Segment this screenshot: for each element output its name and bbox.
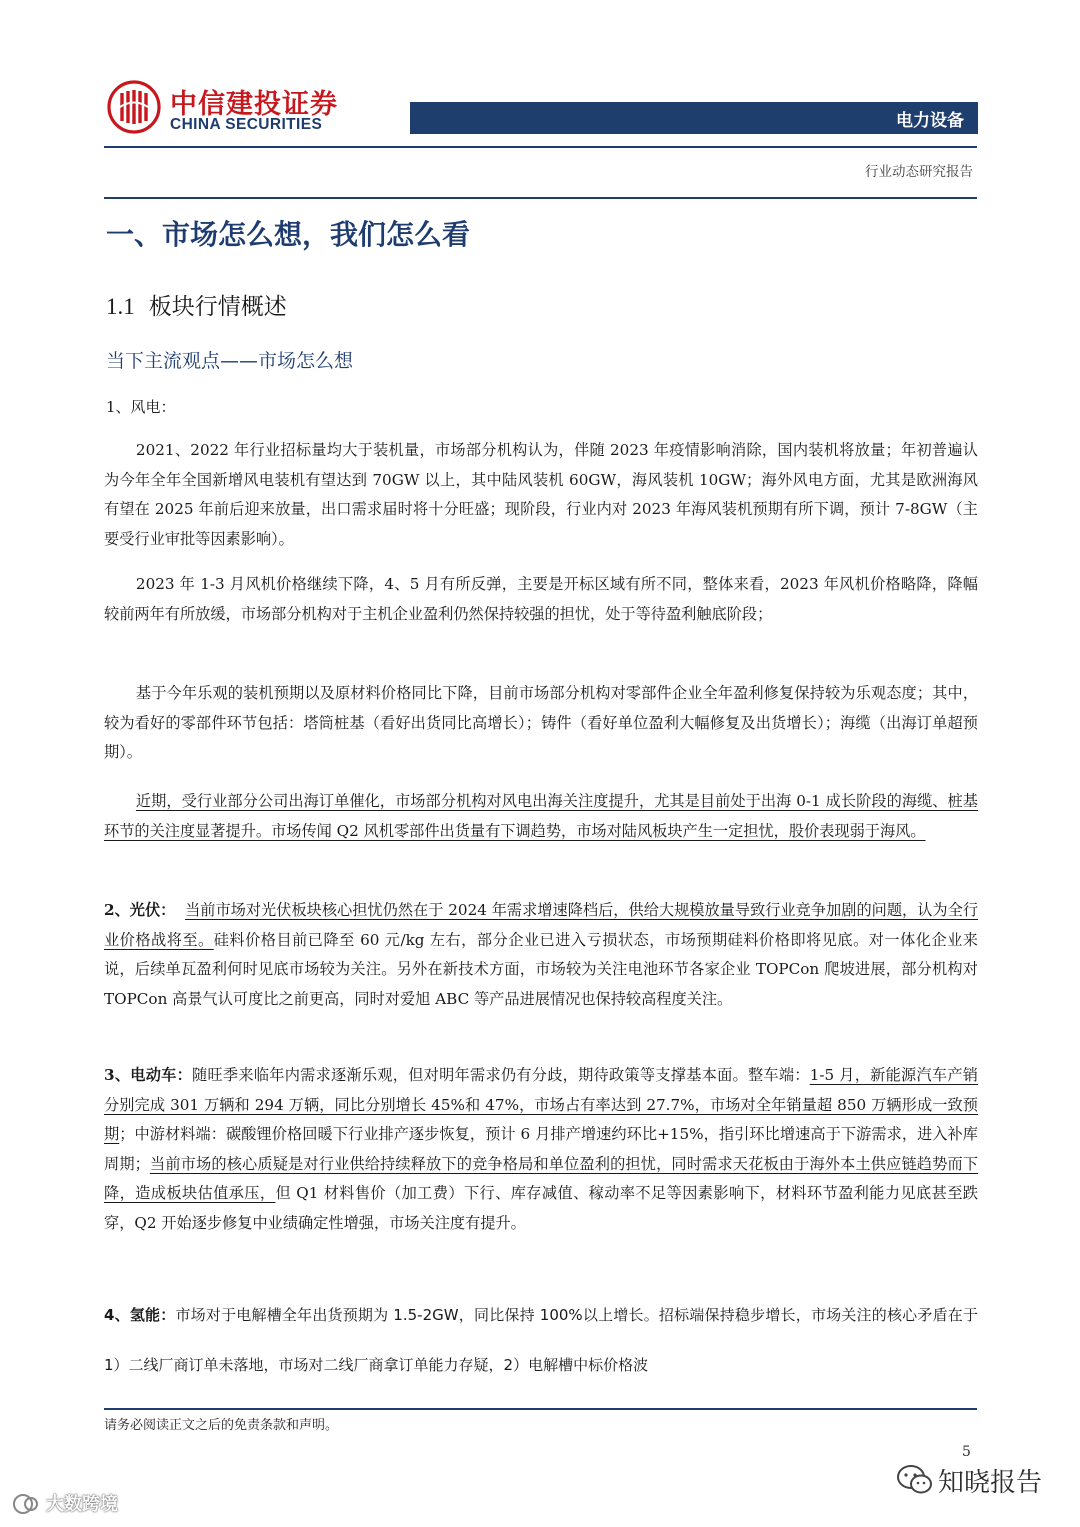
- sector-banner: [410, 102, 978, 134]
- hydrogen-paragraph: [104, 1290, 978, 1390]
- wind-paragraph-1: 2021、2022 年行业招标量均大于装机量，市场部分机构认为，伴随 2023 年疫情影响消除，国内装机将放量；年初普遍认为今年全年全国新增风电装机有望达到 70GW 以上，其中陆风装机 60GW，海风装机 10GW；海外风电方面，尤其是欧洲海风有望在 2025 年前后迎来放量，出口需求届时将十分旺盛；现阶段，行业内对 2023 年海风装机预期有所下调，预计 7-8GW（主要受行业审批等因素影响）。: [104, 441, 978, 548]
- sector-label: 电力设备: [896, 111, 964, 131]
- wind-title: 1、风电：: [106, 398, 176, 416]
- ev-paragraph: [104, 1061, 978, 1238]
- wind-paragraph-4-underlined: 近期，受行业部分公司出海订单催化，市场部分机构对风电出海关注度提升，尤其是目前处于出海 0-1 成长阶段的海缆、桩基环节的关注度显著提升。市场传闻 Q2 风机零部件出货量有下调趋势，市场对陆风板块产生一定担忧，股价表现弱于海风。: [104, 792, 978, 840]
- wind-paragraph-2: 2023 年 1-3 月风机价格继续下降，4、5 月有所反弹，主要是开标区域有所不同，整体来看，2023 年风机价格略降，降幅较前两年有所放缓，市场部分机构对于主机企业盈利仍然保持较强的担忧，处于等待盈利触底阶段；: [104, 575, 978, 623]
- pv-underlined: 当前市场对光伏板块核心担忧仍然在于 2024 年需求增速降档后，供给大规模放量导致行业竞争加剧的问题，认为全行业价格战将至。: [104, 901, 979, 949]
- hydrogen-label: 4、氢能：: [104, 1306, 176, 1324]
- ev-underlined-1: 1-5 月，新能源汽车产销分别完成 301 万辆和 294 万辆，同比分别增长 45%和 47%，市场占有率达到 27.7%，市场对全年销量超 850 万辆形成一致预期: [104, 1066, 978, 1143]
- watermark-left-text: 大数跨境: [46, 1494, 118, 1515]
- watermark-right: [882, 1460, 1052, 1500]
- report-type: 行业动态研究报告: [865, 164, 973, 180]
- subsection-title: 板块行情概述: [148, 294, 287, 320]
- watermark-logo-icon: [12, 1492, 42, 1516]
- header-divider: [104, 146, 977, 148]
- wind-paragraph-4: [104, 787, 978, 846]
- watermark-left: [12, 1490, 162, 1518]
- wind-paragraph-3: 基于今年乐观的装机预期以及原材料价格同比下降，目前市场部分机构对零部件企业全年盈利修复保持较为乐观态度；其中，较为看好的零部件环节包括：塔筒桩基（看好出货同比高增长）；铸件（看好单位盈利大幅修复及出货增长）；海缆（出海订单超预期）。: [104, 684, 978, 761]
- brand-name-cn: 中信建投证券: [170, 89, 338, 120]
- disclaimer: 请务必阅读正文之后的免责条款和声明。: [104, 1418, 339, 1433]
- ev-text-1: 随旺季来临年内需求逐渐乐观，但对明年需求仍有分歧，期待政策等支撑基本面。整车端：: [192, 1066, 810, 1084]
- section-heading: 一、市场怎么想，我们怎么看: [106, 218, 471, 251]
- ev-text-2: ；中游材料端：碳酸锂价格回暖下行业排产逐步恢复，预计 6 月排产增速约环比+15%，指引环比增速高于下游需求，进入补库周期；: [104, 1125, 978, 1173]
- page-number: 5: [962, 1444, 971, 1460]
- subsection-heading: [106, 288, 287, 321]
- pv-paragraph: [104, 896, 978, 1014]
- subsection-number: 1.1: [106, 294, 135, 319]
- china-securities-logo-icon: [107, 80, 161, 134]
- footer-divider: [104, 1408, 977, 1410]
- ev-underlined-2: 当前市场的核心质疑是对行业供给持续释放下的竞争格局和单位盈利的担忧，同时需求天花板由于海外本土供应链趋势而下降，造成板块估值承压，: [104, 1154, 978, 1202]
- topic-heading: 当下主流观点——市场怎么想: [106, 350, 354, 372]
- ev-text-3: 但 Q1 材料售价（加工费）下行、库存减值、稼动率不足等因素影响下，材料环节盈利能力见底甚至跌穿，Q2 开始逐步修复中业绩确定性增强，市场关注度有提升。: [104, 1184, 978, 1232]
- wechat-icon: [896, 1464, 934, 1496]
- ev-label: 3、电动车：: [104, 1066, 193, 1084]
- header-divider-bottom: [104, 197, 977, 199]
- watermark-right-text: 知晓报告: [938, 1468, 1043, 1498]
- hydrogen-text: 市场对于电解槽全年出货预期为 1.5-2GW，同比保持 100%以上增长。招标端保持稳步增长，市场关注的核心矛盾在于 1）二线厂商订单未落地，市场对二线厂商拿订单能力存疑，2）电解槽中标价格波: [104, 1306, 978, 1374]
- brand-name-en: CHINA SECURITIES: [170, 116, 323, 133]
- pv-text: 硅料价格目前已降至 60 元/kg 左右，部分企业已进入亏损状态，市场预期硅料价格即将见底。对一体化企业来说，后续单瓦盈利何时见底市场较为关注。另外在新技术方面，市场较为关注电池环节各家企业 TOPCon 爬坡进展，部分机构对 TOPCon 高景气认可度比之前更高，同时对爱旭 ABC 等产品进展情况也保持较高程度关注。: [104, 930, 978, 1008]
- pv-label: 2、光伏：: [104, 901, 176, 919]
